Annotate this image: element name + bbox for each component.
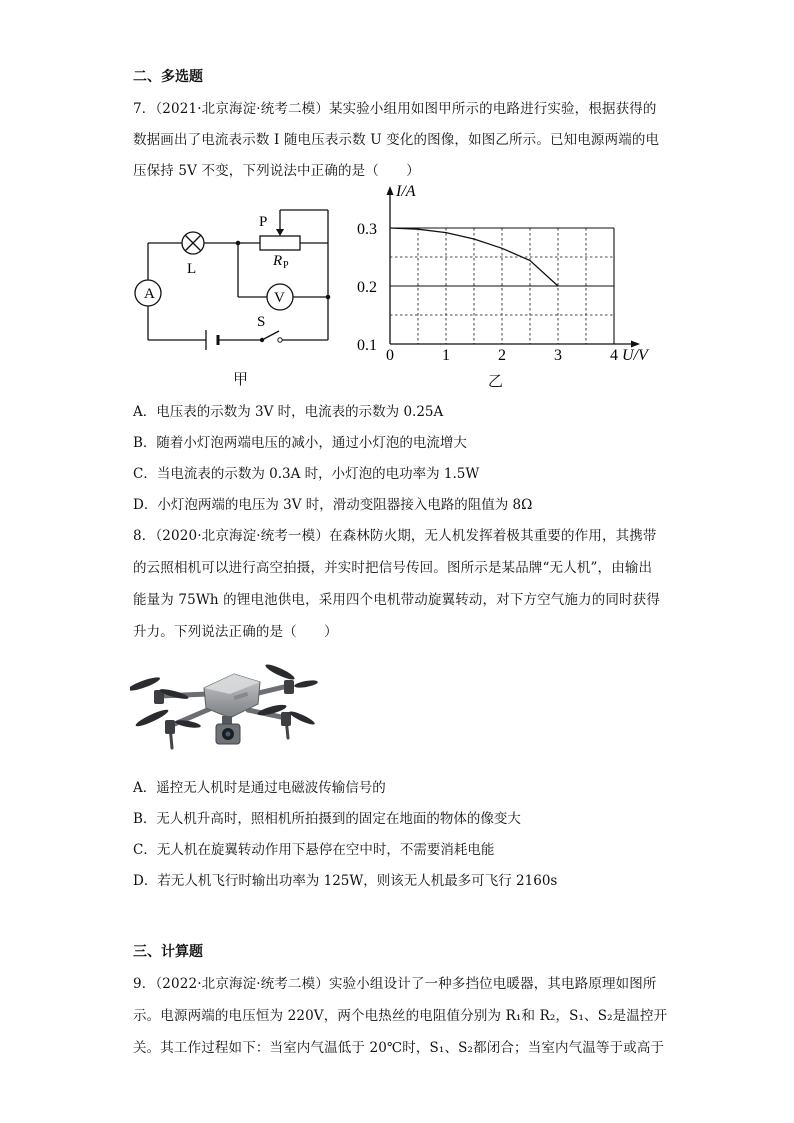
- slider-arrow-icon: [276, 229, 284, 236]
- drone-image: [130, 652, 318, 760]
- q7-option-a: A．电压表的示数为 3V 时，电流表的示数为 0.25A: [133, 404, 444, 420]
- q8-option-c: C．无人机在旋翼转动作用下悬停在空中时，不需要消耗电能: [133, 842, 495, 858]
- x-tick-label: 2: [498, 347, 506, 364]
- q8-text-line-1: 8．（2020·北京海淀·统考一模）在森林防火期，无人机发挥着极其重要的作用，其携带: [133, 528, 657, 544]
- q8-text-line-4: 升力。下列说法正确的是（ ）: [133, 624, 338, 640]
- x-tick-label: 4: [610, 347, 618, 364]
- q8-option-a: A．遥控无人机时是通过电磁波传输信号的: [133, 780, 386, 796]
- y-tick-label: 0.2: [357, 279, 377, 296]
- q8-text-line-2: 的云照相机可以进行高空拍摄，并实时把信号传回。图所示是某品牌“无人机”，由输出: [133, 560, 653, 576]
- y-axis-arrow-icon: [387, 186, 394, 195]
- voltmeter-label: V: [274, 290, 285, 306]
- y-tick-label: 0.3: [357, 221, 377, 238]
- section-heading-calculation: 三、计算题: [133, 944, 203, 960]
- q7-text-line-2: 数据画出了电流表示数 I 随电压表示数 U 变化的图像，如图乙所示。已知电源两端的电: [133, 132, 660, 148]
- section-heading-multiple-choice: 二、多选题: [133, 69, 203, 85]
- q9-text-line-3: 关。其工作过程如下：当室内气温低于 20℃时，S₁、S₂都闭合；当室内气温等于或高于: [133, 1040, 665, 1056]
- y-axis-label: I/A: [396, 183, 416, 200]
- x-tick-label: 1: [442, 347, 450, 364]
- y-tick-label: 0.1: [357, 337, 377, 354]
- lamp-label: L: [187, 261, 197, 277]
- circuit-diagram: [130, 200, 340, 360]
- rheostat-symbol: [260, 236, 300, 250]
- q7-option-d: D．小灯泡两端的电压为 3V 时，滑动变阻器接入电路的阻值为 8Ω: [133, 497, 533, 513]
- ammeter-label: A: [144, 286, 155, 302]
- q8-text-line-3: 能量为 75Wh 的锂电池供电，采用四个电机带动旋翼转动，对下方空气施力的同时获得: [133, 592, 660, 608]
- x-axis-label: U/V: [622, 347, 648, 364]
- x-tick-label: 3: [554, 347, 562, 364]
- q8-option-b: B．无人机升高时，照相机所拍摄到的固定在地面的物体的像变大: [133, 811, 521, 827]
- rheostat-label: R: [273, 253, 283, 269]
- switch-label: S: [257, 314, 266, 330]
- circuit-caption: 甲: [233, 370, 249, 388]
- battery-icon: [206, 330, 218, 350]
- graph-grid: [390, 228, 614, 344]
- rheostat-label-subscript: P: [283, 260, 289, 271]
- q7-text-line-3: 压保持 5V 不变，下列说法中正确的是（ ）: [133, 163, 420, 179]
- q7-text-line-1: 7．（2021·北京海淀·统考二模）某实验小组用如图甲所示的电路进行实验，根据获得的: [133, 101, 657, 117]
- switch-icon: [260, 331, 282, 342]
- q8-option-d: D．若无人机飞行时输出功率为 125W，则该无人机最多可飞行 2160s: [133, 873, 558, 889]
- q7-option-b: B．随着小灯泡两端电压的减小，通过小灯泡的电流增大: [133, 435, 467, 451]
- lamp-icon: [182, 232, 204, 254]
- slider-label: P: [259, 214, 268, 230]
- q9-text-line-1: 9．（2022·北京海淀·统考二模）实验小组设计了一种多挡位电暖器，其电路原理如图所: [133, 976, 657, 992]
- q7-option-c: C．当电流表的示数为 0.3A 时，小灯泡的电功率为 1.5W: [133, 466, 480, 482]
- q9-text-line-2: 示。电源两端的电压恒为 220V，两个电热丝的电阻值分别为 R₁和 R₂，S₁、S₂是温控开: [133, 1008, 668, 1024]
- x-tick-label: 0: [386, 347, 394, 364]
- current-voltage-graph: [352, 182, 670, 364]
- graph-caption: 乙: [488, 372, 504, 390]
